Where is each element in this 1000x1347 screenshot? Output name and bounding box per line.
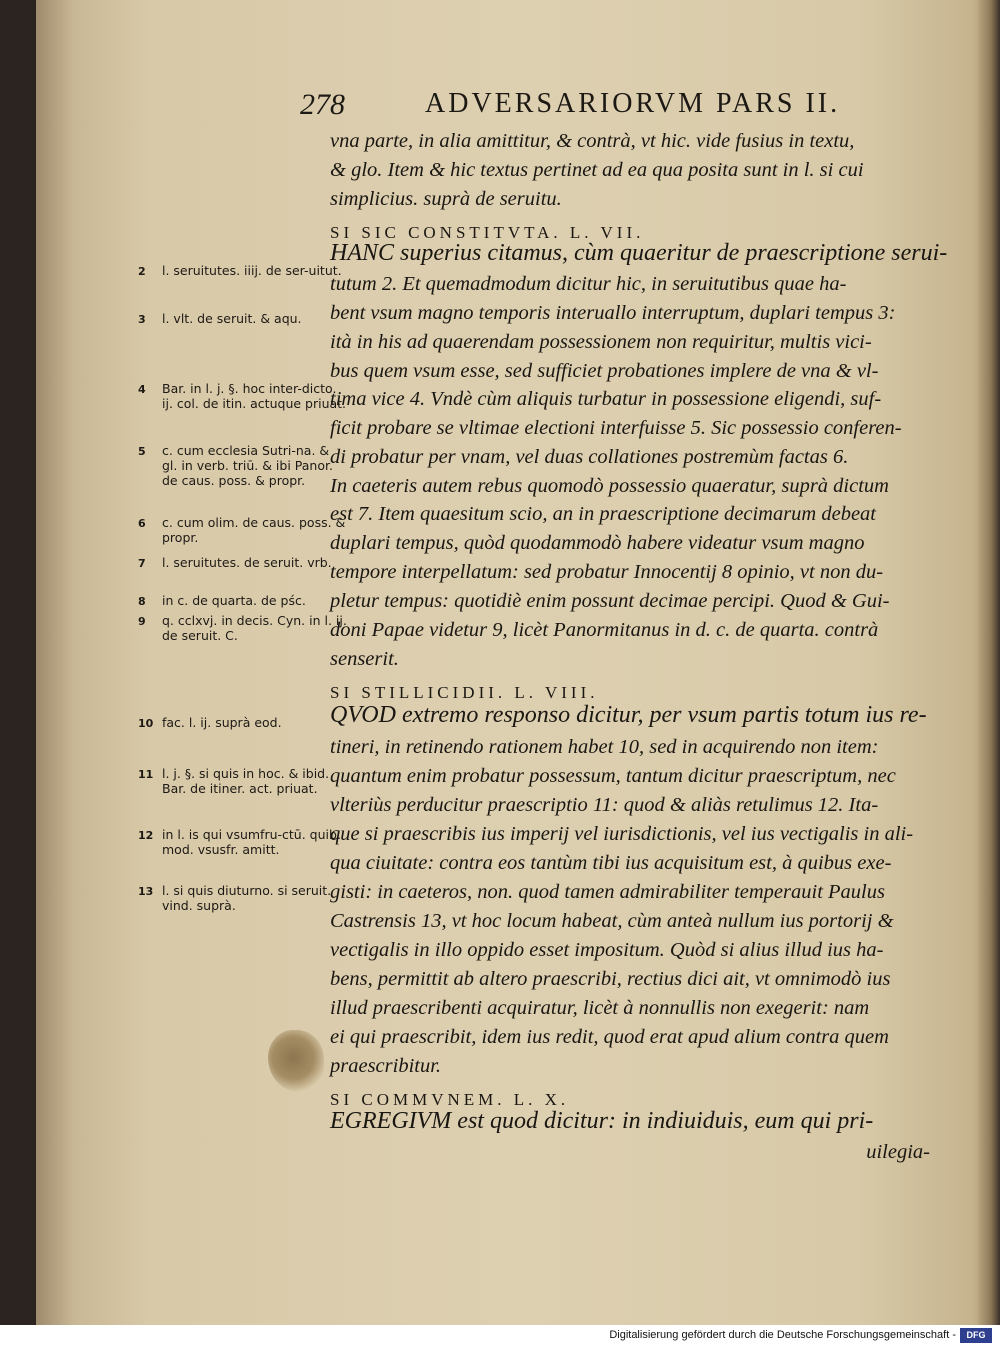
text-line: ità in his ad quaerendam possessionem non requiritur, multis vici-	[330, 331, 872, 353]
text-line: duplari tempus, quòd quodammodò habere videatur vsum magno	[330, 532, 865, 554]
text-line: doni Papae videtur 9, licèt Panormitanus in d. c. de quarta. contrà	[330, 619, 879, 641]
note-number: 10	[138, 717, 154, 730]
running-head: ADVERSARIORVM PARS II.	[425, 88, 841, 119]
note-text: in l. is qui vsumfru-ctū. quib. mod. vsusfr. amitt.	[162, 827, 341, 857]
page-edge	[978, 0, 1000, 1325]
text-line: bens, permittit ab altero praescribi, rectius dici ait, vt omnimodò ius	[330, 968, 891, 990]
note-text: l. vlt. de seruit. & aqu.	[162, 311, 302, 326]
text-line: simplicius. suprà de seruitu.	[330, 188, 562, 210]
note-number: 8	[138, 595, 146, 608]
note-number: 5	[138, 445, 146, 458]
text-line: In caeteris autem rebus quomodò possessio quaeratur, suprà dictum	[330, 475, 889, 497]
text-line: ei qui praescribit, idem ius redit, quod erat apud alium contra quem	[330, 1026, 889, 1048]
text-line: senserit.	[330, 648, 399, 670]
paper-stain	[268, 1030, 324, 1092]
text-line: qua ciuitate: contra eos tantùm tibi ius acquisitum est, à quibus exe-	[330, 852, 892, 874]
text-line: est 7. Item quaesitum scio, an in praescriptione decimarum debeat	[330, 503, 877, 525]
note-number: 13	[138, 885, 154, 898]
text-line: bent vsum magno temporis interuallo interruptum, duplari tempus 3:	[330, 302, 896, 324]
text-line: uilegia-	[866, 1141, 930, 1163]
text-line: praescribitur.	[330, 1055, 442, 1077]
note-number: 2	[138, 265, 146, 278]
note-text: l. si quis diuturno. si seruit. vind. suprà.	[162, 883, 332, 913]
note-text: in c. de quarta. de pśc.	[162, 593, 306, 608]
text-line: HANC superius citamus, cùm quaeritur de praescriptione serui-	[330, 240, 948, 266]
text-line: tineri, in retinendo rationem habet 10, sed in acquirendo non item:	[330, 736, 879, 758]
text-line: & glo. Item & hic textus pertinet ad ea qua posita sunt in l. si cui	[330, 159, 864, 181]
footer-credit: Digitalisierung gefördert durch die Deutsche Forschungsgemeinschaft -	[609, 1329, 956, 1341]
section-heading: SI COMMVNEM. L. X.	[330, 1090, 570, 1109]
note-number: 7	[138, 557, 146, 570]
text-line: EGREGIVM est quod dicitur: in indiuiduis, eum qui pri-	[330, 1108, 874, 1134]
text-line: pletur tempus: quotidiè enim possunt decimae percipi. Quod & Gui-	[330, 590, 890, 612]
text-line: di probatur per vnam, vel duas collationes postremùm factas 6.	[330, 446, 849, 468]
note-number: 6	[138, 517, 146, 530]
text-line: Castrensis 13, vt hoc locum habeat, cùm anteà nullum ius portorij &	[330, 910, 894, 932]
page-header	[290, 88, 930, 128]
text-line: quantum enim probatur possessum, tantum dicitur praescriptum, nec	[330, 765, 896, 787]
note-text: l. j. §. si quis in hoc. & ibid. Bar. de itiner. act. priuat.	[162, 766, 330, 796]
text-line: tutum 2. Et quemadmodum dicitur hic, in seruitutibus quae ha-	[330, 273, 847, 295]
text-line: illud praescribenti acquiratur, licèt à nonnullis non exegerit: nam	[330, 997, 870, 1019]
text-line: ficit probare se vltimae electioni interfuisse 5. Sic possessio conferen-	[330, 417, 902, 439]
note-text: c. cum ecclesia Sutri-na. & gl. in verb. triū. & ibi Panor. de caus. poss. & propr.	[162, 443, 333, 488]
section-heading: SI STILLICIDII. L. VIII.	[330, 683, 599, 702]
text-line: tima vice 4. Vndè cùm aliquis turbatur in possessione eligendi, suf-	[330, 388, 882, 410]
text-line: bus quem vsum esse, sed sufficiet probationes implere de vna & vl-	[330, 360, 879, 382]
text-line: vna parte, in alia amittitur, & contrà, vt hic. vide fusius in textu,	[330, 130, 855, 152]
note-number: 4	[138, 383, 146, 396]
text-line: gisti: in caeteros, non. quod tamen admirabiliter temperauit Paulus	[330, 881, 885, 903]
text-line: vectigalis in illo oppido esset impositum. Quòd si alius illud ius ha-	[330, 939, 884, 961]
note-text: c. cum olim. de caus. poss. & propr.	[162, 515, 346, 545]
note-number: 12	[138, 829, 154, 842]
footer-bar	[0, 1325, 1000, 1347]
note-text: l. seruitutes. de seruit. vrb.	[162, 555, 332, 570]
note-text: fac. l. ij. suprà eod.	[162, 715, 282, 730]
note-number: 11	[138, 768, 154, 781]
text-line: QVOD extremo responso dicitur, per vsum partis totum ius re-	[330, 702, 927, 728]
dfg-logo: DFG	[960, 1328, 992, 1343]
note-text: q. cclxvj. in decis. Cyn. in l. ij. de seruit. C.	[162, 613, 347, 643]
text-line: vlteriùs perducitur praescriptio 11: quod & aliàs retulimus 12. Ita-	[330, 794, 879, 816]
note-text: l. seruitutes. iiij. de ser-uitut.	[162, 263, 342, 278]
section-heading: SI SIC CONSTITVTA. L. VII.	[330, 223, 645, 242]
page-number: 278	[300, 88, 345, 121]
note-number: 9	[138, 615, 146, 628]
note-text: Bar. in l. j. §. hoc inter-dicto. ij. col. de itin. actuque priuat.	[162, 381, 347, 411]
text-line: que si praescribis ius imperij vel iurisdictionis, vel ius vectigalis in ali-	[330, 823, 914, 845]
note-number: 3	[138, 313, 146, 326]
text-line: tempore interpellatum: sed probatur Innocentij 8 opinio, vt non du-	[330, 561, 884, 583]
